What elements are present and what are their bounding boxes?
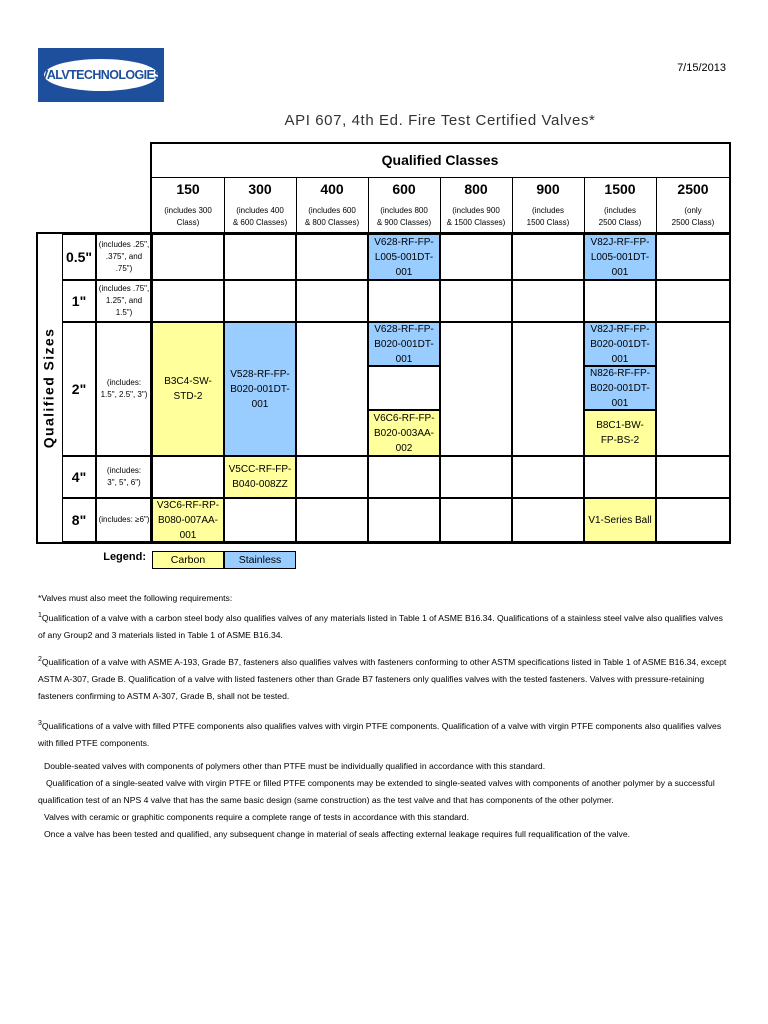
table-cell (296, 456, 368, 498)
table-cell (368, 456, 440, 498)
table-cell (512, 280, 584, 322)
class-note: (includes 300 Class) (164, 206, 212, 227)
valve-entry-carbon: V6C6-RF-FP- B020-003AA-002 (368, 410, 440, 456)
class-note: (includes 900 & 1500 Classes) (446, 206, 506, 227)
size-value: 2" (62, 322, 96, 456)
page-title: API 607, 4th Ed. Fire Test Certified Valves* (284, 112, 596, 129)
qualified-sizes-text: Qualified Sizes (40, 327, 56, 449)
valve-entry-carbon: V1-Series Ball (584, 498, 656, 542)
footnote-3d: Once a valve has been tested and qualified, any subsequent change in material of seals affecting external leakage requires full requalification of the valve. (44, 829, 631, 839)
table-cell (368, 366, 440, 410)
footnote-3 (38, 718, 730, 752)
valve-entry-stainless: V82J-RF-FP- B020-001DT-001 (584, 322, 656, 366)
document-date: 7/15/2013 (677, 62, 726, 74)
class-note: (includes 2500 Class) (598, 206, 642, 227)
table-cell (512, 456, 584, 498)
table-cell (584, 280, 656, 322)
size-value: 4" (62, 456, 96, 498)
table-cell (368, 280, 440, 322)
footnote-marker: 1 (38, 612, 42, 620)
company-logo (38, 48, 164, 102)
footnote-2 (38, 654, 730, 705)
table-cell (656, 322, 730, 456)
table-cell (152, 456, 224, 498)
class-note: (includes 600 & 800 Classes) (304, 206, 360, 227)
footnote-text: Qualification of a valve with ASME A-193, Grade B7, fasteners also qualifies valves with fasteners conforming to other ASTM specifications listed in Table 1 of ASME B16.34, except ASTM A-307, Grade B. Qualification of a valve with listed fasteners other than Grade B7 fasteners only qualifies valves with the tested fasteners. Valves with pressure-retaining fasteners confirming to ASTM A-307, Grade B, shall not be tested. (38, 657, 727, 701)
valve-entry-carbon: B8C1-BW- FP-BS-2 (584, 410, 656, 456)
valve-entry-carbon: B3C4-SW-STD-2 (152, 322, 224, 456)
table-cell (656, 498, 730, 542)
size-note: (includes: ≥6") (96, 498, 152, 542)
legend-label: Legend: (103, 551, 146, 563)
table-cell (440, 280, 512, 322)
size-note: (includes: 1.5", 2.5", 3") (96, 322, 152, 456)
valve-entry-stainless: V628-RF-FP- L005-001DT-001 (368, 234, 440, 280)
logo-text: VALVTECHNOLOGIES (40, 68, 162, 82)
class-name: 2500 (677, 180, 709, 197)
table-cell (656, 280, 730, 322)
class-note: (includes 400 & 600 Classes) (232, 206, 288, 227)
valve-entry-stainless: V82J-RF-FP- L005-001DT-001 (584, 234, 656, 280)
table-cell (440, 498, 512, 542)
legend-carbon: Carbon (152, 551, 224, 569)
size-note: (includes .75", 1.25", and 1.5") (96, 280, 152, 322)
footnote-marker: 2 (38, 656, 42, 664)
size-value: 1" (62, 280, 96, 322)
qualified-sizes-label (34, 234, 62, 542)
valve-entry-stainless: V628-RF-FP- B020-001DT-001 (368, 322, 440, 366)
class-name: 1500 (604, 180, 636, 197)
table-cell (296, 498, 368, 542)
table-cell (512, 234, 584, 280)
footnote-intro: *Valves must also meet the following requirements: (38, 593, 233, 603)
valve-entry-carbon: V3C6-RF-RP- B080-007AA-001 (152, 498, 224, 542)
size-value: 0.5" (62, 234, 96, 280)
size-note: (includes: 3", 5", 6") (96, 456, 152, 498)
table-cell (584, 456, 656, 498)
table-cell (512, 498, 584, 542)
class-name: 900 (536, 180, 560, 197)
table-cell (224, 498, 296, 542)
footnote-marker: 3 (38, 720, 42, 728)
column-divider (440, 178, 441, 234)
class-name: 600 (392, 180, 416, 197)
footnote-1 (38, 610, 730, 644)
valve-entry-carbon: V5CC-RF-FP- B040-008ZZ (224, 456, 296, 498)
class-name: 400 (320, 180, 344, 197)
table-cell (224, 280, 296, 322)
table-cell (368, 498, 440, 542)
size-value: 8" (62, 498, 96, 542)
qualified-classes-header: Qualified Classes (150, 142, 730, 178)
table-cell (440, 456, 512, 498)
valve-entry-stainless: V528-RF-FP- B020-001DT-001 (224, 322, 296, 456)
column-divider (296, 178, 297, 234)
class-name: 300 (248, 180, 272, 197)
table-cell (152, 234, 224, 280)
table-cell (152, 280, 224, 322)
class-note: (only 2500 Class) (671, 206, 715, 227)
footnote-3b: Qualification of a single-seated valve with virgin PTFE or filled PTFE components may be extended to single-seated valves with components of another polymer by a successful qualification test of an NPS 4 valve that has the same basic design (same construction) as the test valve and that has components of the other polymer. (38, 778, 715, 805)
column-divider (224, 178, 225, 234)
logo-oval (40, 59, 162, 91)
class-note: (includes 800 & 900 Classes) (376, 206, 432, 227)
size-note: (includes .25", .375", and .75") (96, 234, 152, 280)
column-divider (584, 178, 585, 234)
class-note: (includes 1500 Class) (526, 206, 570, 227)
valve-entry-stainless: N826-RF-FP- B020-001DT-001 (584, 366, 656, 410)
table-cell (656, 234, 730, 280)
class-name: 150 (176, 180, 200, 197)
table-cell (512, 322, 584, 456)
table-cell (440, 234, 512, 280)
class-name: 800 (464, 180, 488, 197)
legend-stainless: Stainless (224, 551, 296, 569)
table-cell (440, 322, 512, 456)
footnote-text: Qualifications of a valve with filled PTFE components also qualifies valves with virgin PTFE components. Qualification of a valve with virgin PTFE components also qualifies valves with filled PTFE components. (38, 721, 722, 748)
column-divider (656, 178, 657, 234)
column-divider (368, 178, 369, 234)
footnote-3c: Valves with ceramic or graphitic components require a complete range of tests in accordance with this standard. (44, 812, 469, 822)
table-cell (296, 280, 368, 322)
table-cell (296, 234, 368, 280)
table-cell (224, 234, 296, 280)
column-divider (512, 178, 513, 234)
table-cell (296, 322, 368, 456)
table-cell (656, 456, 730, 498)
footnote-3a: Double-seated valves with components of polymers other than PTFE must be individually qualified in accordance with this standard. (44, 761, 546, 771)
footnote-text: Qualification of a valve with a carbon steel body also qualifies valves of any materials listed in Table 1 of ASME B16.34. Qualifications of a stainless steel valve also qualifies valves of any Group2 and 3 materials listed in Table 1 of ASME B16.34. (38, 613, 723, 640)
